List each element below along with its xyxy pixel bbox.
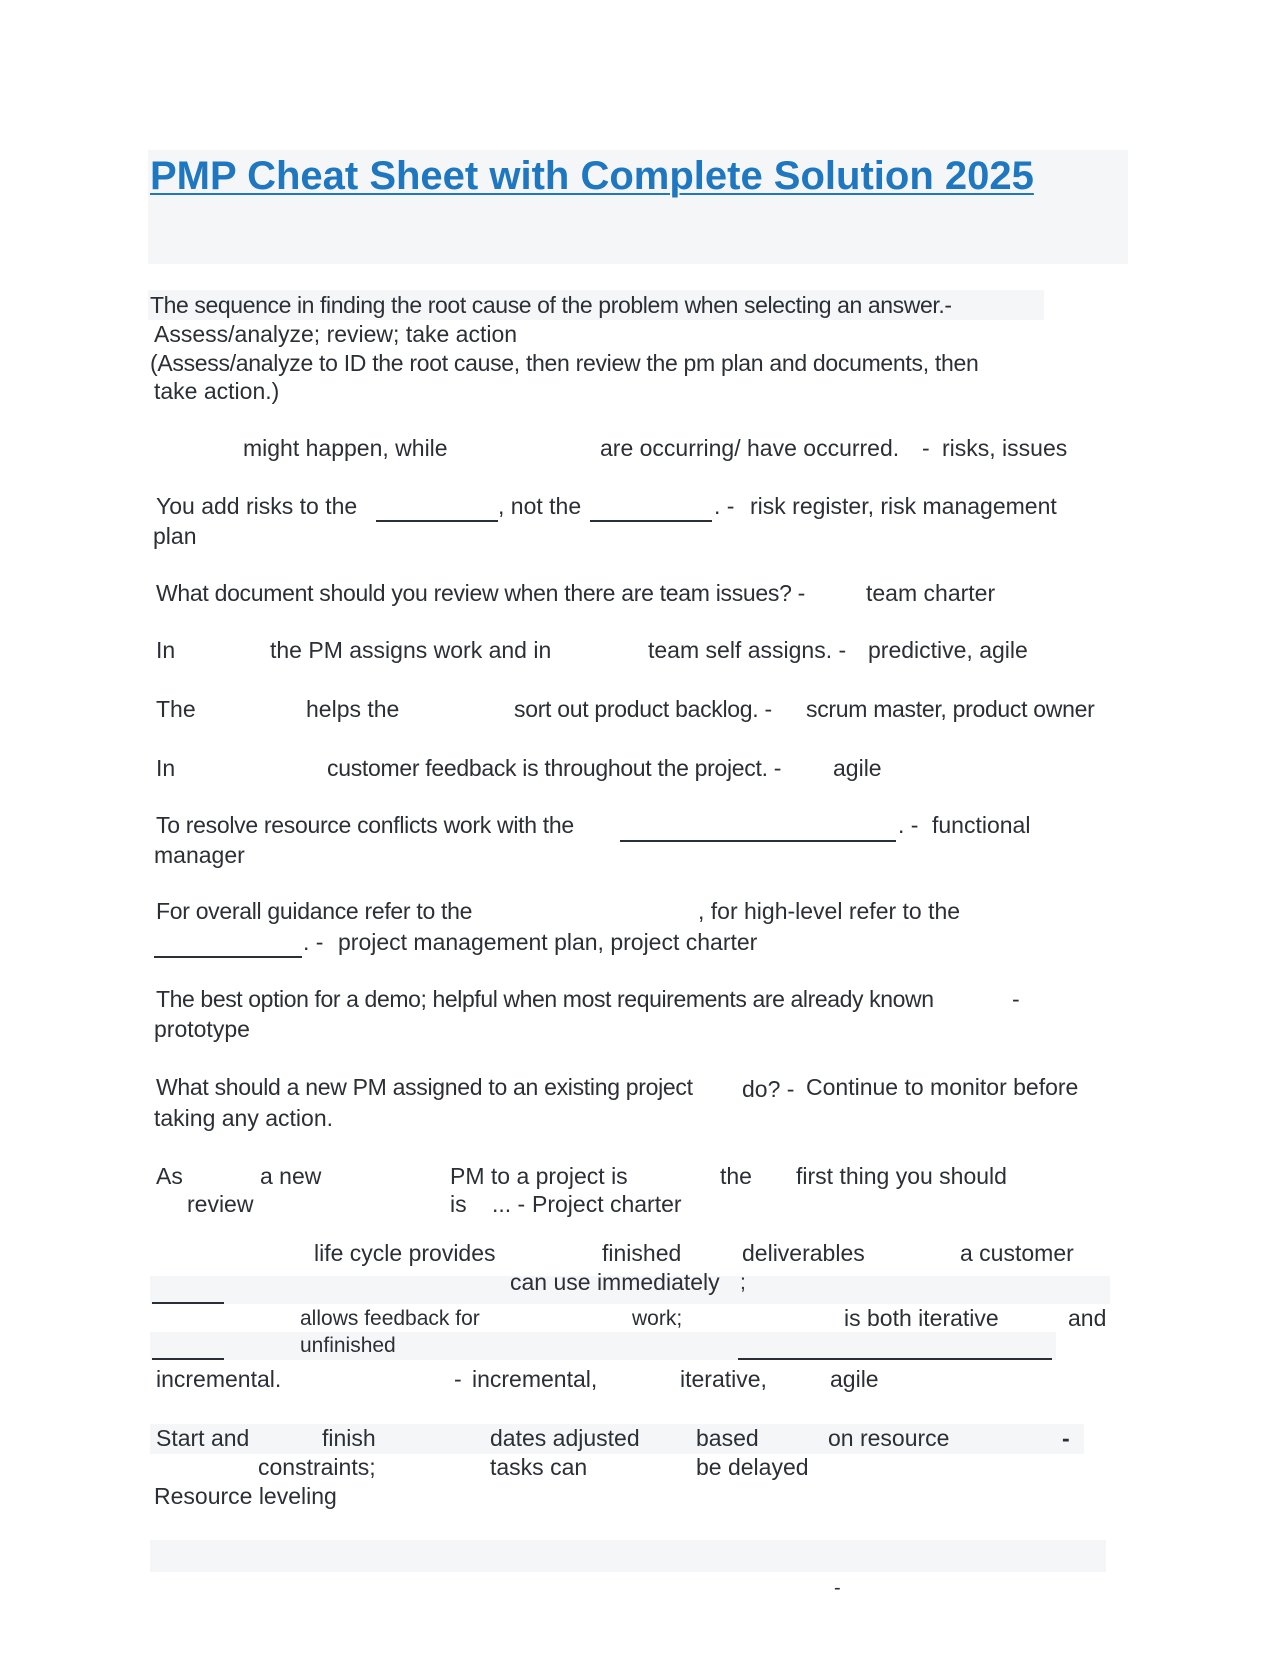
q14-dash: - [1062, 1425, 1070, 1451]
q8-answer-cont: manager [154, 842, 245, 868]
q13-a: life cycle provides [314, 1240, 496, 1266]
q3-blank-1 [376, 520, 498, 522]
q5-text-b: the PM assigns work and in [270, 637, 552, 663]
q11-answer-cont: taking any action. [154, 1105, 334, 1131]
q13-l: incremental. [156, 1366, 282, 1392]
q3-text-c: . - [714, 493, 735, 519]
q13-j: is both iterative [844, 1305, 999, 1331]
footer-dash: - [834, 1577, 841, 1599]
q13-f: ; [740, 1271, 746, 1294]
q13-blank-3 [738, 1358, 1052, 1360]
q1-line-1: The sequence in finding the root cause of the problem when selecting an answer.- [150, 292, 952, 318]
q2-text-b: are occurring/ have occurred. [600, 435, 900, 461]
q14-answer: Resource leveling [154, 1483, 337, 1509]
q11-answer: Continue to monitor before [806, 1074, 1079, 1100]
q10-question: The best option for a demo; helpful when most requirements are already known [156, 986, 934, 1012]
q13-dash: - [454, 1366, 462, 1392]
q6-text-c: sort out product backlog. - [514, 696, 772, 722]
q12-w1: As [156, 1163, 183, 1189]
q1-line-3: (Assess/analyze to ID the root cause, then review the pm plan and documents, then [150, 350, 979, 376]
q10-answer: prototype [154, 1016, 250, 1042]
q12-w6: review [187, 1191, 254, 1217]
page-title: PMP Cheat Sheet with Complete Solution 2025 [150, 154, 1034, 198]
q5-text-c: team self assigns. - [648, 637, 847, 663]
q14-w5: on resource [828, 1425, 950, 1451]
q6-text-a: The [156, 696, 196, 722]
q4-question: What document should you review when there are team issues? - [156, 580, 806, 606]
q1-line-2: Assess/analyze; review; take action [154, 321, 518, 347]
q13-e: can use immediately [510, 1269, 720, 1295]
bottom-band [150, 1540, 1106, 1572]
q2-text-a: might happen, while [243, 435, 448, 461]
q3-blank-2 [590, 520, 712, 522]
q13-answer-2: iterative, [680, 1366, 767, 1392]
q4-answer: team charter [866, 580, 996, 606]
q3-answer: risk register, risk management [750, 493, 1057, 519]
q9-text-c: . - [303, 929, 324, 955]
q12-w7: is [450, 1191, 467, 1217]
q3-answer-cont: plan [153, 523, 197, 549]
q13-h: unfinished [300, 1334, 396, 1357]
q13-g: allows feedback for [300, 1307, 480, 1330]
q7-text-b: customer feedback is throughout the project. - [327, 755, 782, 781]
q12-w5: first thing you should [796, 1163, 1007, 1189]
q6-answer: scrum master, product owner [806, 696, 1095, 722]
q5-text-a: In [156, 637, 176, 663]
q9-text-a: For overall guidance refer to the [156, 898, 473, 924]
q10-dash: - [1012, 986, 1020, 1012]
q8-text-b: . - [898, 812, 919, 838]
q14-w7: tasks can [490, 1454, 588, 1480]
q13-i: work; [632, 1307, 683, 1330]
q9-blank [154, 956, 302, 958]
q13-d: a customer [960, 1240, 1074, 1266]
q7-answer: agile [833, 755, 882, 781]
q13-blank-2 [152, 1358, 224, 1360]
q13-blank-1 [152, 1302, 224, 1304]
q13-answer-1: incremental, [472, 1366, 598, 1392]
q13-b: finished [602, 1240, 682, 1266]
q13-c: deliverables [742, 1240, 865, 1266]
q8-answer: functional [932, 812, 1031, 838]
q2-answer: risks, issues [942, 435, 1068, 461]
q12-w3: PM to a project is [450, 1163, 628, 1189]
q8-blank [620, 840, 896, 842]
q14-w4: based [696, 1425, 759, 1451]
q3-text-b: , not the [498, 493, 582, 519]
q12-w4: the [720, 1163, 752, 1189]
q12-answer: Project charter [532, 1191, 682, 1217]
q6-text-b: helps the [306, 696, 400, 722]
q9-answer: project management plan, project charter [338, 929, 758, 955]
q13-k: and [1068, 1305, 1107, 1331]
q14-w6: constraints; [258, 1454, 376, 1480]
q1-line-4: take action.) [154, 378, 280, 404]
q11-question: What should a new PM assigned to an existing project [156, 1074, 693, 1100]
q2-dash: - [922, 435, 930, 461]
q14-w1: Start and [156, 1425, 250, 1451]
q14-w2: finish [322, 1425, 376, 1451]
q3-text-a: You add risks to the [156, 493, 358, 519]
q12-w8: ... - [492, 1191, 526, 1217]
q9-text-b: , for high-level refer to the [698, 898, 961, 924]
q5-answer: predictive, agile [868, 637, 1028, 663]
q7-text-a: In [156, 755, 176, 781]
q13-band-2 [150, 1332, 1056, 1360]
q12-w2: a new [260, 1163, 322, 1189]
q14-w3: dates adjusted [490, 1425, 640, 1451]
q11-do: do? - [742, 1076, 795, 1102]
q14-w8: be delayed [696, 1454, 809, 1480]
q8-text-a: To resolve resource conflicts work with the [156, 812, 574, 838]
q13-answer-3: agile [830, 1366, 879, 1392]
